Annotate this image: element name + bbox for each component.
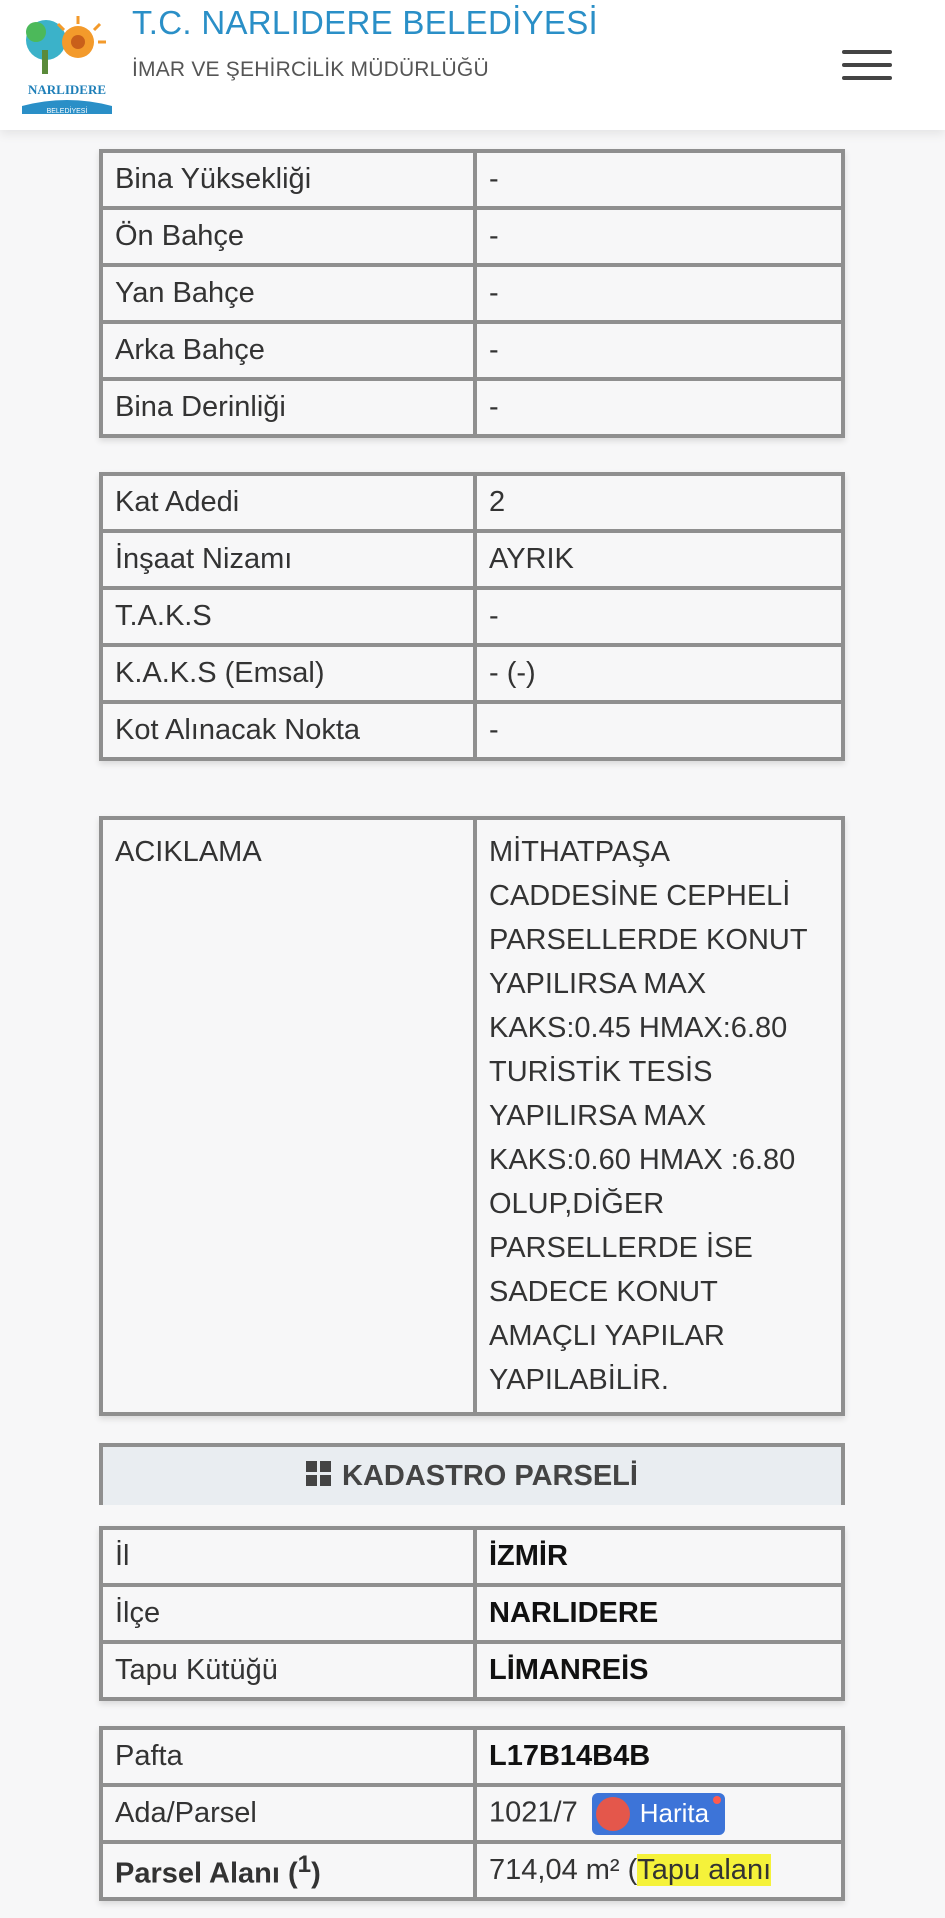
row-label: Arka Bahçe xyxy=(101,322,475,379)
row-label: Yan Bahçe xyxy=(101,265,475,322)
parcel-area-label-close: ) xyxy=(311,1857,321,1890)
footnote-ref[interactable]: 1 xyxy=(297,1850,312,1878)
table-row xyxy=(101,1528,843,1585)
row-label: Kat Adedi xyxy=(101,474,475,531)
hamburger-menu-icon[interactable] xyxy=(842,48,892,82)
row-value: - xyxy=(475,322,843,379)
table-row xyxy=(101,1785,843,1842)
parcel-area-label xyxy=(101,1842,475,1899)
construction-rules-table xyxy=(99,472,845,761)
description-table xyxy=(99,816,845,1416)
table-row xyxy=(101,702,843,759)
row-value: - xyxy=(475,379,843,436)
row-label: Bina Yüksekliği xyxy=(101,151,475,208)
parcel-area-value: 714,04 m² ( xyxy=(489,1854,638,1886)
row-value: NARLIDERE xyxy=(475,1585,843,1642)
parcel-location-table xyxy=(99,1526,845,1701)
row-value: AYRIK xyxy=(475,531,843,588)
narlidere-logo[interactable] xyxy=(22,10,112,120)
map-button-label: Harita xyxy=(639,1798,710,1828)
table-row xyxy=(101,531,843,588)
row-value: 2 xyxy=(475,474,843,531)
grid-icon xyxy=(306,1461,332,1487)
row-value: LİMANREİS xyxy=(475,1642,843,1699)
description-label: ACIKLAMA xyxy=(101,818,475,1414)
ada-parsel-value: 1021/7 xyxy=(489,1796,578,1829)
kadastro-heading-text: KADASTRO PARSELİ xyxy=(342,1460,638,1492)
table-row xyxy=(101,1642,843,1699)
parcel-area-label-text: Parsel Alanı ( xyxy=(115,1857,298,1890)
row-label: İlçe xyxy=(101,1585,475,1642)
table-row xyxy=(101,1728,843,1785)
row-label: Ön Bahçe xyxy=(101,208,475,265)
table-row xyxy=(101,474,843,531)
row-value: - (-) xyxy=(475,645,843,702)
table-row xyxy=(101,1842,843,1899)
parcel-details-table xyxy=(99,1726,845,1901)
row-value: - xyxy=(475,208,843,265)
svg-text:NARLIDERE: NARLIDERE xyxy=(27,82,107,97)
row-label: Pafta xyxy=(101,1728,475,1785)
row-label: İnşaat Nizamı xyxy=(101,531,475,588)
row-label: K.A.K.S (Emsal) xyxy=(101,645,475,702)
description-text: MİTHATPAŞA CADDESİNE CEPHELİ PARSELLERDE KONUT YAPILIRSA MAX KAKS:0.45 HMAX:6.80 TURİSTİK TESİS YAPILIRSA MAX KAKS:0.60 HMAX :6.80 OLUP,DİĞER PARSELLERDE İSE SADECE KONUT AMAÇLI YAPILAR YAPILABİLİR. xyxy=(475,818,843,1414)
row-value: - xyxy=(475,151,843,208)
table-row xyxy=(101,265,843,322)
row-label: Tapu Kütüğü xyxy=(101,1642,475,1699)
table-row xyxy=(101,379,843,436)
kadastro-section-heading xyxy=(99,1443,845,1505)
row-value: - xyxy=(475,588,843,645)
parcel-area-value-cell xyxy=(475,1842,843,1899)
app-header xyxy=(0,0,945,130)
tapu-area-highlight: Tapu alanı xyxy=(637,1854,772,1886)
building-dimensions-table xyxy=(99,149,845,438)
table-row xyxy=(101,322,843,379)
row-label: Ada/Parsel xyxy=(101,1785,475,1842)
row-value: L17B14B4B xyxy=(475,1728,843,1785)
row-label: Kot Alınacak Nokta xyxy=(101,702,475,759)
row-value: - xyxy=(475,702,843,759)
svg-text:BELEDİYESİ: BELEDİYESİ xyxy=(46,108,88,115)
row-value: - xyxy=(475,265,843,322)
map-button[interactable] xyxy=(592,1793,725,1835)
table-row xyxy=(101,818,843,1414)
table-row xyxy=(101,645,843,702)
table-row xyxy=(101,1585,843,1642)
row-label: T.A.K.S xyxy=(101,588,475,645)
row-label: Bina Derinliği xyxy=(101,379,475,436)
table-row xyxy=(101,208,843,265)
globe-icon xyxy=(596,1797,630,1831)
site-title[interactable]: T.C. NARLIDERE BELEDİYESİ xyxy=(132,4,598,41)
table-row xyxy=(101,588,843,645)
row-value: İZMİR xyxy=(475,1528,843,1585)
ada-parsel-cell xyxy=(475,1785,843,1842)
site-subtitle: İMAR VE ŞEHİRCİLİK MÜDÜRLÜĞÜ xyxy=(132,58,489,81)
row-label: İl xyxy=(101,1528,475,1585)
table-row xyxy=(101,151,843,208)
notification-dot xyxy=(713,1796,721,1804)
